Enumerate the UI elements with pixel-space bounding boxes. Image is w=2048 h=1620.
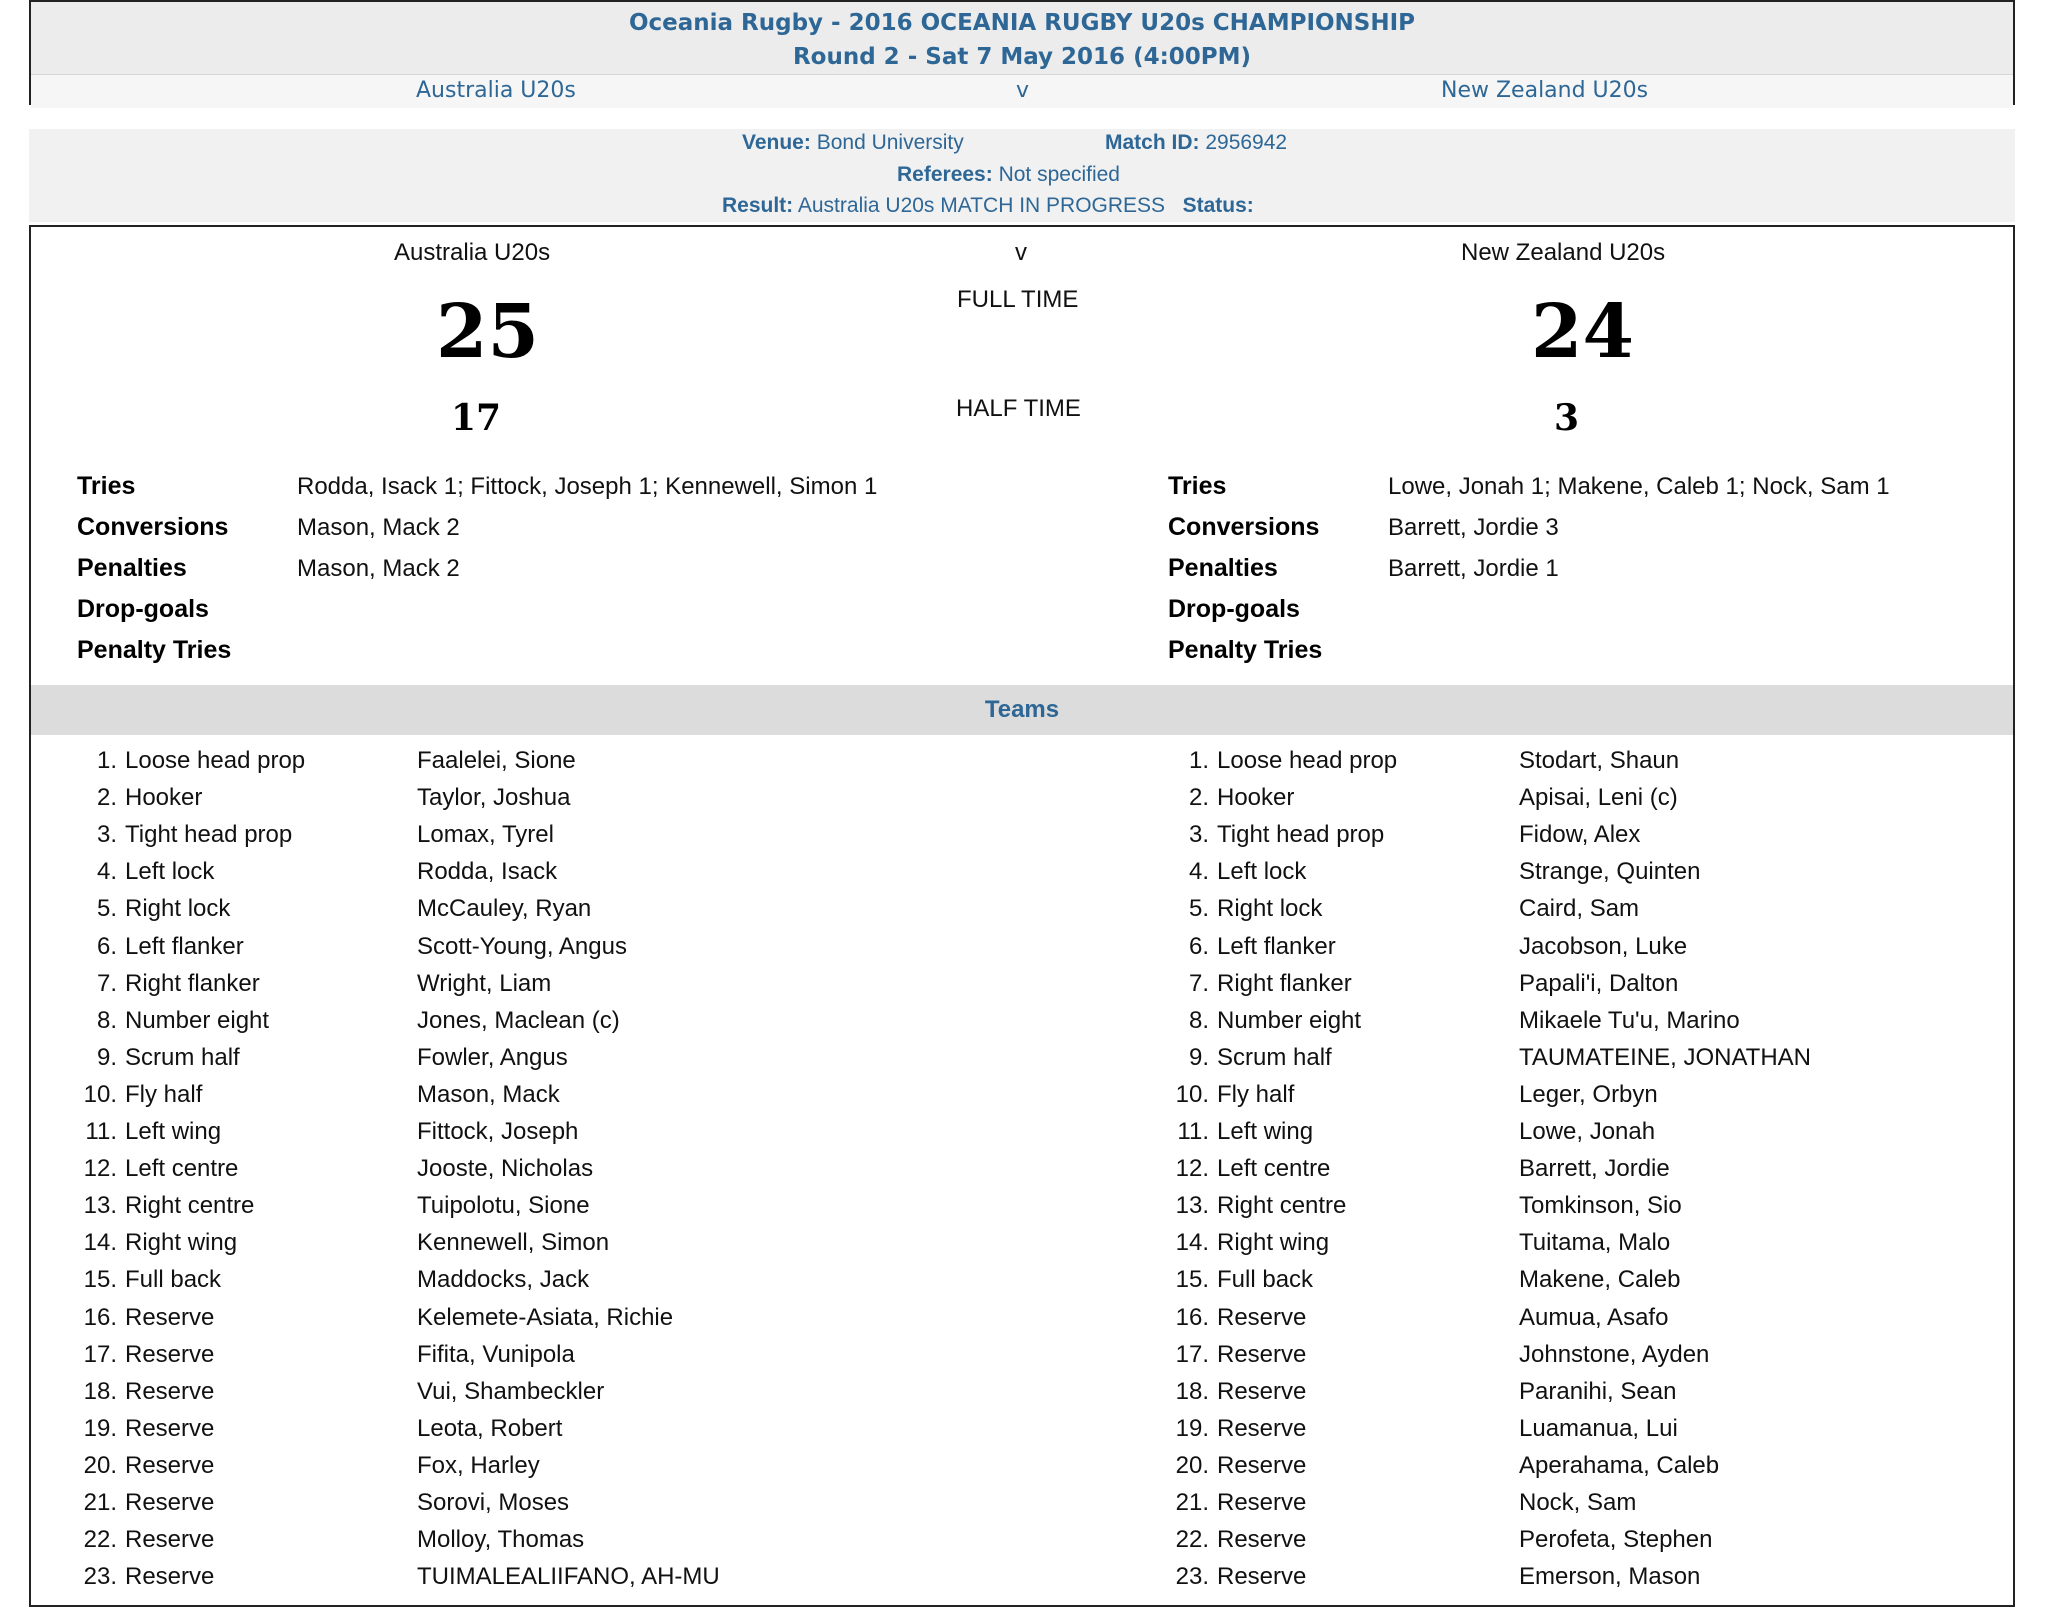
jersey-number: 3.: [1188, 821, 1209, 849]
home-full-time-score: 25: [436, 289, 539, 375]
panel-vs: v: [1015, 239, 1027, 266]
position-label: Right wing: [125, 1229, 238, 1257]
jersey-number: 20.: [1175, 1451, 1209, 1479]
position-label: Left flanker: [125, 932, 244, 960]
away-scoring-label: Conversions: [1168, 513, 1320, 541]
home-scoring-label: Penalty Tries: [77, 636, 232, 664]
jersey-number: 14.: [83, 1229, 117, 1257]
away-player-name: Aumua, Asafo: [1519, 1303, 1669, 1331]
away-lineup-row: [1163, 1081, 1294, 1109]
position-label: Loose head prop: [1217, 747, 1398, 774]
away-player-name: Tomkinson, Sio: [1519, 1192, 1682, 1220]
home-lineup-row: [71, 1526, 214, 1554]
jersey-number: 9.: [96, 1043, 117, 1071]
position-label: Reserve: [1217, 1340, 1307, 1368]
position-label: Reserve: [125, 1489, 215, 1516]
jersey-number: 20.: [83, 1451, 117, 1479]
jersey-number: 17.: [83, 1340, 117, 1368]
position-label: Full back: [125, 1266, 222, 1294]
home-player-name: Mason, Mack: [417, 1080, 560, 1108]
jersey-number: 8.: [96, 1006, 117, 1034]
home-player-name: Fox, Harley: [417, 1451, 540, 1479]
home-player-name: TUIMALEALIIFANO, AH-MU: [417, 1563, 720, 1591]
competition-title: Oceania Rugby - 2016 OCEANIA RUGBY U20s CHAMPIONSHIP: [628, 10, 1416, 36]
match-panel: [29, 225, 2015, 1607]
position-label: Hooker: [1217, 784, 1295, 812]
position-label: Reserve: [125, 1340, 215, 1368]
away-player-name: Lowe, Jonah: [1519, 1118, 1656, 1145]
jersey-number: 21.: [83, 1489, 117, 1516]
position-label: Left wing: [125, 1118, 222, 1145]
away-player-name: Aperahama, Caleb: [1519, 1451, 1720, 1479]
away-lineup-row: [1163, 1415, 1306, 1443]
away-lineup-row: [1163, 784, 1294, 812]
home-player-name: Sorovi, Moses: [417, 1489, 570, 1516]
home-team-name: Australia U20s: [394, 239, 551, 266]
home-lineup-row: [71, 1304, 214, 1332]
jersey-number: 15.: [83, 1266, 117, 1294]
jersey-number: 19.: [83, 1414, 117, 1442]
jersey-number: 5.: [96, 895, 117, 923]
jersey-number: 7.: [1188, 969, 1209, 997]
home-player-name: Vui, Shambeckler: [417, 1377, 605, 1405]
position-label: Left wing: [1217, 1118, 1314, 1145]
jersey-number: 8.: [1188, 1006, 1209, 1034]
position-label: Right lock: [125, 895, 231, 923]
position-label: Right flanker: [125, 969, 260, 997]
home-scoring-label: Penalties: [77, 554, 187, 582]
home-player-name: Lomax, Tyrel: [417, 821, 554, 849]
position-label: Left lock: [1217, 858, 1307, 886]
position-label: Tight head prop: [125, 821, 293, 849]
away-lineup-row: [1163, 747, 1397, 775]
home-scoring-value: Rodda, Isack 1; Fittock, Joseph 1; Kennewell, Simon 1: [297, 473, 878, 500]
away-player-name: Fidow, Alex: [1519, 821, 1641, 849]
away-player-name: Leger, Orbyn: [1519, 1080, 1658, 1108]
position-label: Right centre: [1217, 1192, 1347, 1220]
jersey-number: 6.: [1188, 932, 1209, 960]
position-label: Reserve: [1217, 1303, 1307, 1331]
away-lineup-row: [1163, 895, 1322, 923]
home-lineup-row: [71, 1044, 240, 1072]
jersey-number: 12.: [83, 1155, 117, 1183]
home-lineup-row: [71, 1007, 269, 1035]
position-label: Reserve: [1217, 1563, 1307, 1591]
home-scoring-value: Mason, Mack 2: [297, 555, 460, 582]
home-lineup-row: [71, 895, 230, 923]
home-player-name: Fifita, Vunipola: [417, 1340, 575, 1368]
away-scoring-value: Barrett, Jordie 3: [1388, 514, 1559, 541]
position-label: Reserve: [125, 1563, 215, 1591]
position-label: Number eight: [125, 1006, 270, 1034]
home-lineup-row: [71, 1155, 238, 1183]
away-lineup-row: [1163, 1118, 1313, 1146]
jersey-number: 19.: [1175, 1414, 1209, 1442]
away-lineup-row: [1163, 1007, 1361, 1035]
position-label: Tight head prop: [1217, 821, 1385, 849]
jersey-number: 18.: [83, 1377, 117, 1405]
position-label: Reserve: [1217, 1414, 1307, 1442]
jersey-number: 10.: [83, 1080, 117, 1108]
away-lineup-row: [1163, 1452, 1306, 1480]
result-label: Result:: [722, 194, 794, 217]
away-lineup-row: [1163, 1304, 1306, 1332]
match-id-row: [1105, 131, 1287, 155]
away-half-time-score: 3: [1554, 397, 1580, 439]
away-player-name: Stodart, Shaun: [1519, 747, 1680, 774]
jersey-number: 16.: [1175, 1303, 1209, 1331]
position-label: Reserve: [125, 1377, 215, 1405]
match-header: [29, 0, 2015, 105]
home-lineup-row: [71, 784, 202, 812]
away-player-name: Barrett, Jordie: [1519, 1155, 1670, 1183]
jersey-number: 21.: [1175, 1489, 1209, 1516]
jersey-number: 4.: [96, 858, 117, 886]
position-label: Loose head prop: [125, 747, 306, 774]
away-scoring-label: Tries: [1168, 472, 1227, 500]
jersey-number: 13.: [1175, 1192, 1209, 1220]
home-lineup-row: [71, 1563, 214, 1591]
jersey-number: 14.: [1175, 1229, 1209, 1257]
home-scoring-value: Mason, Mack 2: [297, 514, 460, 541]
home-half-time-score: 17: [451, 397, 502, 439]
referees-value: Not specified: [998, 163, 1120, 186]
away-scoring-label: Penalty Tries: [1168, 636, 1323, 664]
away-lineup-row: [1163, 970, 1352, 998]
header-vs: v: [1016, 78, 1030, 103]
away-player-name: Jacobson, Luke: [1519, 932, 1688, 960]
jersey-number: 16.: [83, 1303, 117, 1331]
home-lineup-row: [71, 1415, 214, 1443]
away-lineup-row: [1163, 1044, 1332, 1072]
jersey-number: 18.: [1175, 1377, 1209, 1405]
away-lineup-row: [1163, 858, 1306, 886]
home-scoring-label: Tries: [77, 472, 136, 500]
home-player-name: Jones, Maclean (c): [417, 1006, 620, 1034]
jersey-number: 11.: [85, 1118, 117, 1145]
home-lineup-row: [71, 1229, 237, 1257]
jersey-number: 23.: [1175, 1563, 1209, 1591]
position-label: Reserve: [125, 1303, 215, 1331]
away-player-name: Luamanua, Lui: [1519, 1414, 1678, 1442]
position-label: Left lock: [125, 858, 215, 886]
home-lineup-row: [71, 1118, 221, 1146]
away-lineup-row: [1163, 1563, 1306, 1591]
away-lineup-row: [1163, 1192, 1346, 1220]
position-label: Reserve: [1217, 1377, 1307, 1405]
position-label: Right centre: [125, 1192, 255, 1220]
jersey-number: 7.: [96, 969, 117, 997]
position-label: Fly half: [125, 1080, 203, 1108]
header-teams-row: [31, 74, 2013, 108]
jersey-number: 9.: [1188, 1043, 1209, 1071]
jersey-number: 6.: [96, 932, 117, 960]
home-player-name: Faalelei, Sione: [417, 747, 576, 774]
away-player-name: Papali'i, Dalton: [1519, 969, 1679, 997]
position-label: Reserve: [1217, 1526, 1307, 1554]
position-label: Number eight: [1217, 1006, 1362, 1034]
result-row: [722, 194, 1254, 218]
home-lineup-row: [71, 1081, 202, 1109]
home-lineup-row: [71, 747, 305, 775]
position-label: Reserve: [125, 1414, 215, 1442]
home-player-name: Kelemete-Asiata, Richie: [417, 1303, 674, 1331]
away-lineup-row: [1163, 821, 1384, 849]
away-lineup-row: [1163, 933, 1336, 961]
header-away-team-link[interactable]: New Zealand U20s: [1441, 78, 1649, 103]
home-lineup-row: [71, 858, 214, 886]
jersey-number: 2.: [96, 784, 117, 812]
jersey-number: 1.: [1188, 747, 1209, 774]
position-label: Right flanker: [1217, 969, 1352, 997]
referees-label: Referees:: [897, 163, 993, 186]
away-player-name: Tuitama, Malo: [1519, 1229, 1671, 1257]
away-lineup-row: [1163, 1378, 1306, 1406]
away-scoring-value: Barrett, Jordie 1: [1388, 555, 1559, 582]
position-label: Reserve: [125, 1451, 215, 1479]
jersey-number: 10.: [1175, 1080, 1209, 1108]
position-label: Full back: [1217, 1266, 1314, 1294]
home-lineup-row: [71, 1378, 214, 1406]
away-player-name: TAUMATEINE, JONATHAN: [1519, 1043, 1812, 1071]
position-label: Reserve: [125, 1526, 215, 1554]
home-lineup-row: [71, 1266, 221, 1294]
away-lineup-row: [1163, 1489, 1306, 1517]
away-team-name: New Zealand U20s: [1461, 239, 1666, 266]
referees-row: [897, 163, 1120, 187]
teams-section-header: Teams: [31, 685, 2013, 735]
position-label: Left centre: [1217, 1155, 1331, 1183]
home-scoring-label: Conversions: [77, 513, 229, 541]
position-label: Left centre: [125, 1155, 239, 1183]
jersey-number: 15.: [1175, 1266, 1209, 1294]
home-player-name: McCauley, Ryan: [417, 895, 592, 923]
away-lineup-row: [1163, 1155, 1330, 1183]
home-player-name: Jooste, Nicholas: [417, 1155, 594, 1183]
position-label: Fly half: [1217, 1080, 1295, 1108]
jersey-number: 11.: [1177, 1118, 1209, 1145]
home-player-name: Fittock, Joseph: [417, 1118, 579, 1145]
home-lineup-row: [71, 1341, 214, 1369]
away-lineup-row: [1163, 1526, 1306, 1554]
jersey-number: 1.: [96, 747, 117, 774]
full-time-label: FULL TIME: [957, 286, 1079, 313]
match-info: [29, 129, 2015, 222]
jersey-number: 13.: [83, 1192, 117, 1220]
home-player-name: Fowler, Angus: [417, 1043, 568, 1071]
home-lineup-row: [71, 933, 244, 961]
result-value: Australia U20s MATCH IN PROGRESS: [797, 194, 1166, 217]
header-home-team-link[interactable]: Australia U20s: [416, 78, 576, 103]
away-player-name: Johnstone, Ayden: [1519, 1340, 1710, 1368]
home-lineup-row: [71, 1452, 214, 1480]
position-label: Hooker: [125, 784, 203, 812]
position-label: Scrum half: [1217, 1043, 1332, 1071]
away-player-name: Paranihi, Sean: [1519, 1377, 1677, 1405]
home-player-name: Leota, Robert: [417, 1414, 563, 1442]
home-lineup-row: [71, 970, 260, 998]
home-player-name: Scott-Young, Angus: [417, 932, 627, 960]
status-label: Status:: [1182, 194, 1254, 217]
home-player-name: Kennewell, Simon: [417, 1229, 610, 1257]
away-lineup-row: [1163, 1266, 1313, 1294]
away-lineup-row: [1163, 1229, 1329, 1257]
home-lineup-row: [71, 1489, 214, 1517]
jersey-number: 12.: [1175, 1155, 1209, 1183]
position-label: Right lock: [1217, 895, 1323, 923]
away-player-name: Mikaele Tu'u, Marino: [1519, 1006, 1740, 1034]
venue-label: Venue:: [742, 131, 811, 154]
position-label: Right wing: [1217, 1229, 1330, 1257]
half-time-label: HALF TIME: [956, 395, 1081, 422]
away-player-name: Apisai, Leni (c): [1519, 784, 1678, 812]
jersey-number: 2.: [1188, 784, 1209, 812]
match-id-label: Match ID:: [1105, 131, 1200, 154]
away-player-name: Makene, Caleb: [1519, 1266, 1681, 1294]
position-label: Reserve: [1217, 1489, 1307, 1516]
home-player-name: Rodda, Isack: [417, 858, 558, 886]
home-player-name: Tuipolotu, Sione: [417, 1192, 590, 1220]
position-label: Scrum half: [125, 1043, 240, 1071]
home-player-name: Molloy, Thomas: [417, 1526, 585, 1554]
venue-value: Bond University: [816, 131, 964, 154]
jersey-number: 5.: [1188, 895, 1209, 923]
away-scoring-label: Penalties: [1168, 554, 1278, 582]
home-lineup-row: [71, 1192, 254, 1220]
away-player-name: Nock, Sam: [1519, 1489, 1637, 1516]
home-player-name: Taylor, Joshua: [417, 784, 571, 812]
match-id-value: 2956942: [1205, 131, 1288, 154]
away-scoring-label: Drop-goals: [1168, 595, 1300, 623]
home-player-name: Maddocks, Jack: [417, 1266, 590, 1294]
away-lineup-row: [1163, 1341, 1306, 1369]
jersey-number: 3.: [96, 821, 117, 849]
position-label: Left flanker: [1217, 932, 1336, 960]
away-player-name: Emerson, Mason: [1519, 1563, 1701, 1591]
away-player-name: Caird, Sam: [1519, 895, 1640, 923]
away-player-name: Strange, Quinten: [1519, 858, 1701, 886]
jersey-number: 23.: [83, 1563, 117, 1591]
venue-row: [742, 131, 964, 155]
away-scoring-value: Lowe, Jonah 1; Makene, Caleb 1; Nock, Sam 1: [1388, 473, 1890, 500]
home-lineup-row: [71, 821, 292, 849]
jersey-number: 22.: [83, 1526, 117, 1554]
jersey-number: 17.: [1175, 1340, 1209, 1368]
away-full-time-score: 24: [1531, 289, 1634, 375]
round-title: Round 2 - Sat 7 May 2016 (4:00PM): [792, 44, 1252, 70]
home-scoring-label: Drop-goals: [77, 595, 209, 623]
away-player-name: Perofeta, Stephen: [1519, 1526, 1713, 1554]
home-player-name: Wright, Liam: [417, 969, 552, 997]
jersey-number: 22.: [1175, 1526, 1209, 1554]
jersey-number: 4.: [1188, 858, 1209, 886]
position-label: Reserve: [1217, 1451, 1307, 1479]
